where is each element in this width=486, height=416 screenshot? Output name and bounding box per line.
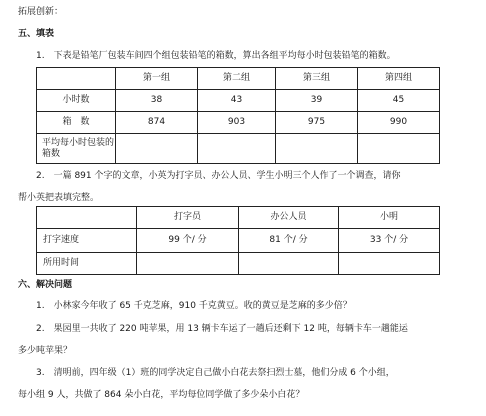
q2-cell: 33 个/ 分	[339, 229, 440, 253]
q1-header-group3: 第三组	[276, 68, 358, 90]
q1-cell: 874	[116, 112, 198, 134]
q2-header-office: 办公人员	[239, 207, 339, 229]
q1-table	[36, 67, 440, 164]
s6-q2-text-line2: 多少吨苹果？	[18, 346, 73, 356]
s6-q2-text-line1: 2. 果园里一共收了 220 吨苹果，用 13 辆卡车运了一趟后还剩下 12 吨，每辆卡车一趟能运	[36, 324, 408, 334]
q2-table	[36, 206, 440, 275]
q1-row-label: 小时数	[37, 90, 116, 112]
q1-cell: 990	[358, 112, 440, 134]
q2-answer-cell[interactable]	[339, 253, 440, 275]
header-text: 拓展创新：	[18, 7, 64, 17]
q2-answer-cell[interactable]	[239, 253, 339, 275]
q2-answer-cell[interactable]	[137, 253, 239, 275]
q2-header-typist: 打字员	[137, 207, 239, 229]
q1-row-label: 箱 数	[37, 112, 116, 134]
q1-answer-cell[interactable]	[116, 134, 198, 164]
q1-cell: 975	[276, 112, 358, 134]
q1-text: 1. 下表是铅笔厂包装车间四个组包装铅笔的箱数，算出各组平均每小时包装铅笔的箱数。	[36, 51, 396, 61]
q1-cell: 39	[276, 90, 358, 112]
q1-header-group2: 第二组	[198, 68, 276, 90]
q1-cell: 43	[198, 90, 276, 112]
q1-header-row	[37, 68, 440, 90]
q2-row-speed	[37, 229, 440, 253]
q2-cell: 81 个/ 分	[239, 229, 339, 253]
q2-header-row	[37, 207, 440, 229]
q1-row-label: 平均每小时包装的箱数	[37, 134, 116, 164]
q2-text-line1: 2. 一篇 891 个字的文章，小英为打字员、办公人员、学生小明三个人作了一个调查，请你	[36, 171, 401, 181]
q1-row-hours	[37, 90, 440, 112]
section-6-title: 六、解决问题	[18, 280, 73, 290]
q1-cell: 45	[358, 90, 440, 112]
q1-cell: 903	[198, 112, 276, 134]
q2-row-time	[37, 253, 440, 275]
q1-answer-cell[interactable]	[358, 134, 440, 164]
q2-row-label: 所用时间	[37, 253, 137, 275]
q2-header-xiaoming: 小明	[339, 207, 440, 229]
s6-q3-text-line2: 每小组 9 人，共做了 864 朵小白花，平均每位同学做了多少朵小白花？	[18, 390, 305, 400]
q2-text-line2: 帮小英把表填完整。	[18, 193, 100, 203]
q2-cell: 99 个/ 分	[137, 229, 239, 253]
q1-row-boxes	[37, 112, 440, 134]
q2-header-corner	[37, 207, 137, 229]
q1-answer-cell[interactable]	[276, 134, 358, 164]
q1-header-group1: 第一组	[116, 68, 198, 90]
q1-header-group4: 第四组	[358, 68, 440, 90]
q1-row-average	[37, 134, 440, 164]
q2-row-label: 打字速度	[37, 229, 137, 253]
section-5-title: 五、填表	[18, 29, 55, 39]
q1-answer-cell[interactable]	[198, 134, 276, 164]
s6-q3-text-line1: 3. 清明前，四年级（1）班的同学决定自己做小白花去祭扫烈士墓，他们分成 6 个小组，	[36, 368, 395, 378]
s6-q1-text: 1. 小林家今年收了 65 千克芝麻，910 千克黄豆。收的黄豆是芝麻的多少倍？	[36, 301, 352, 311]
q1-header-corner	[37, 68, 116, 90]
q1-cell: 38	[116, 90, 198, 112]
